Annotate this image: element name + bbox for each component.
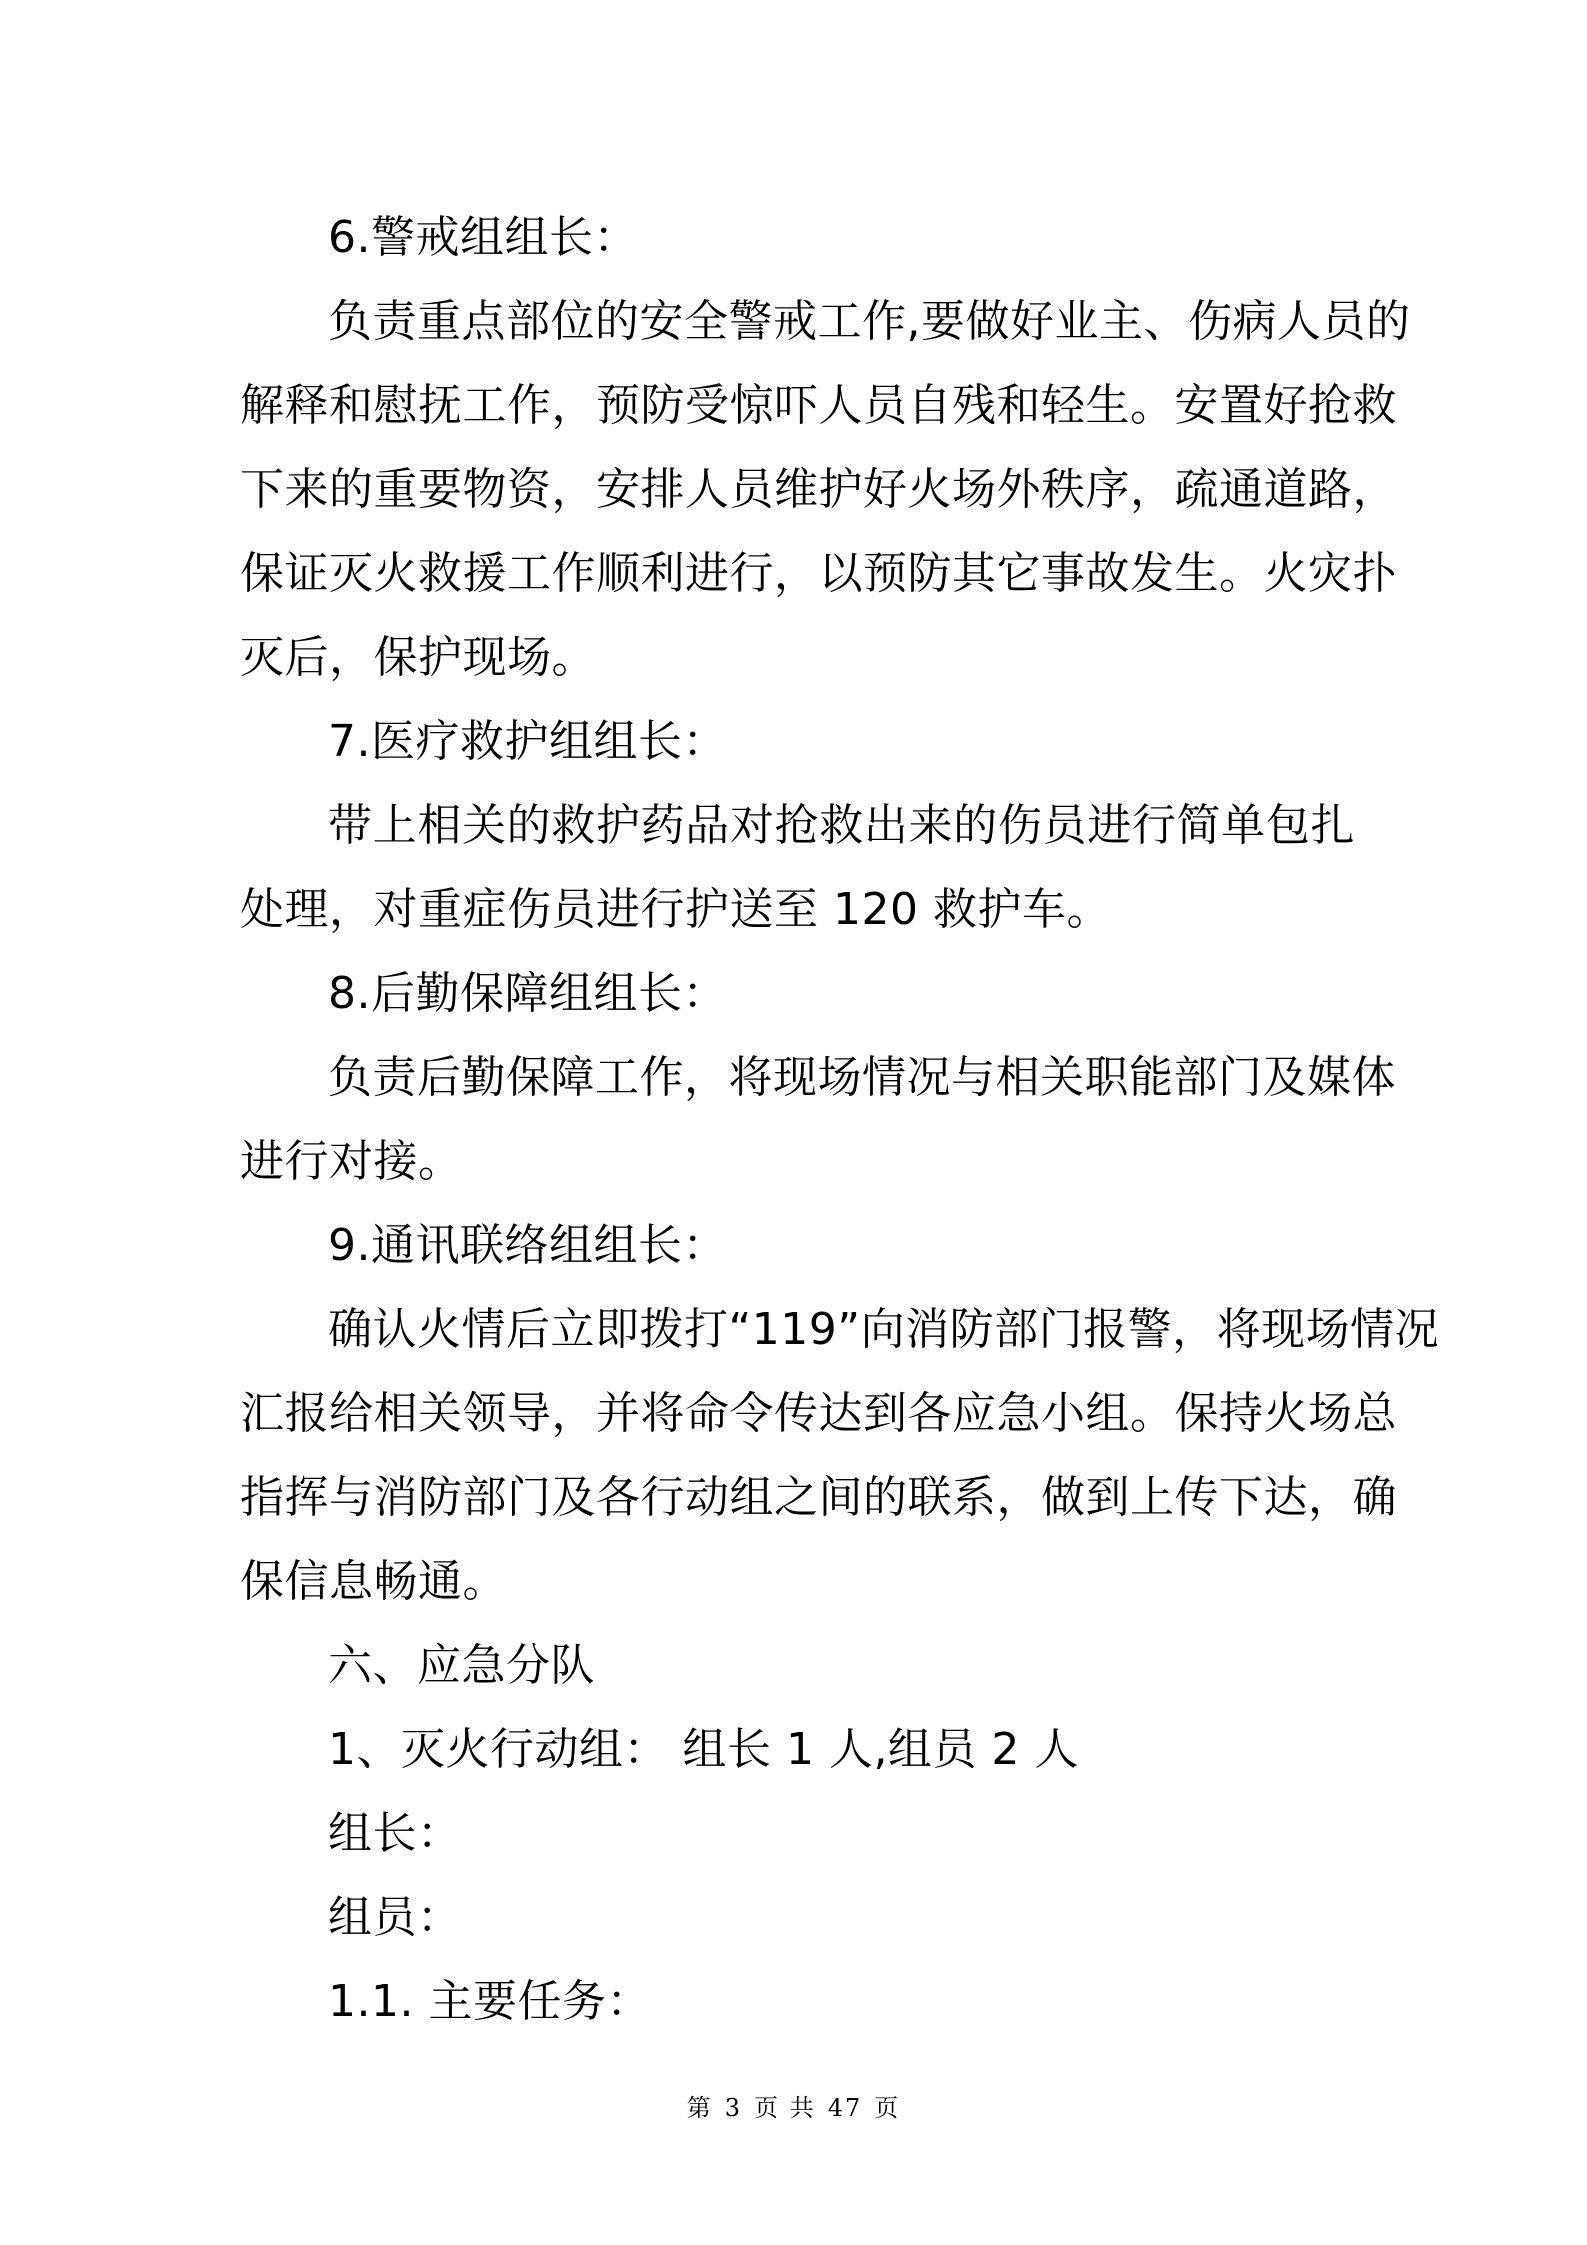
page-footer bbox=[0, 2093, 1587, 2123]
paragraph-line: 指挥与消防部门及各行动组之间的联系，做到上传下达，确 bbox=[240, 1472, 1397, 1523]
team-leader-label: 组长： bbox=[328, 1808, 462, 1859]
paragraph-line: 负责后勤保障工作，将现场情况与相关职能部门及媒体 bbox=[328, 1052, 1396, 1103]
paragraph-line: 解释和慰抚工作，预防受惊吓人员自残和轻生。安置好抢救 bbox=[240, 380, 1397, 431]
footer-prefix: 第 bbox=[686, 2094, 713, 2122]
section-heading-emergency-teams: 六、应急分队 bbox=[328, 1640, 595, 1691]
footer-middle: 页 共 bbox=[754, 2094, 816, 2122]
heading-security-leader: 6.警戒组组长： bbox=[328, 212, 638, 263]
heading-logistics-leader: 8.后勤保障组组长： bbox=[328, 968, 727, 1019]
page-number: 3 bbox=[724, 2094, 743, 2122]
team-heading-firefighting: 1、灭火行动组： 组长 1 人,组员 2 人 bbox=[328, 1724, 1079, 1775]
paragraph-line: 保信息畅通。 bbox=[240, 1556, 507, 1607]
paragraph-line: 下来的重要物资，安排人员维护好火场外秩序，疏通道路， bbox=[240, 464, 1397, 515]
paragraph-line: 汇报给相关领导，并将命令传达到各应急小组。保持火场总 bbox=[240, 1388, 1397, 1439]
footer-suffix: 页 bbox=[874, 2094, 901, 2122]
paragraph-line: 处理，对重症伤员进行护送至 120 救护车。 bbox=[240, 884, 1111, 935]
total-pages: 47 bbox=[827, 2094, 863, 2122]
paragraph-line: 带上相关的救护药品对抢救出来的伤员进行简单包扎 bbox=[328, 800, 1355, 851]
paragraph-line: 确认火情后立即拨打“119”向消防部门报警，将现场情况 bbox=[328, 1304, 1440, 1355]
heading-communication-leader: 9.通讯联络组组长： bbox=[328, 1220, 727, 1271]
paragraph-line: 进行对接。 bbox=[240, 1136, 463, 1187]
main-tasks-heading: 1.1. 主要任务： bbox=[328, 1976, 651, 2027]
document-body bbox=[240, 196, 1440, 2044]
paragraph-line: 灭后，保护现场。 bbox=[240, 632, 596, 683]
paragraph-line: 负责重点部位的安全警戒工作,要做好业主、伤病人员的 bbox=[328, 296, 1411, 347]
paragraph-line: 保证灭火救援工作顺利进行，以预防其它事故发生。火灾扑 bbox=[240, 548, 1397, 599]
team-members-label: 组员： bbox=[328, 1892, 462, 1943]
heading-medical-leader: 7.医疗救护组组长： bbox=[328, 716, 727, 767]
